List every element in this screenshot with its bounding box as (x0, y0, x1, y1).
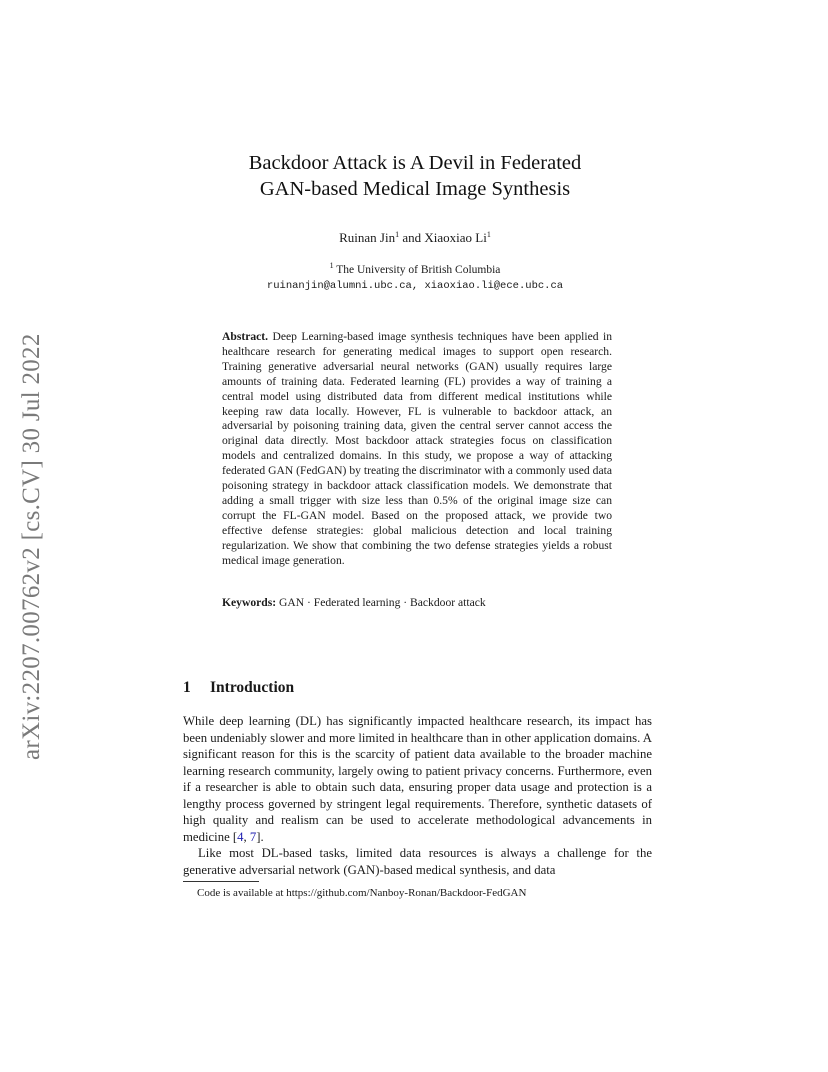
affiliation: The University of British Columbia (333, 264, 501, 276)
arxiv-identifier: arXiv:2207.00762v2 [cs.CV] 30 Jul 2022 (18, 333, 45, 760)
abstract (222, 330, 612, 569)
section-heading (183, 679, 294, 697)
author-list (150, 230, 680, 246)
title-line-2: GAN-based Medical Image Synthesis (259, 178, 571, 200)
author-emails: ruinanjin@alumni.ubc.ca, xiaoxiao.li@ece.ubc.ca (266, 280, 564, 292)
citation-separator: , (243, 829, 250, 844)
author-affil-mark: 1 (486, 230, 491, 239)
section-title: Introduction (210, 679, 295, 696)
paper-title (150, 150, 680, 202)
affiliation-block (150, 258, 680, 294)
title-line-1: Backdoor Attack is A Devil in Federated (248, 152, 582, 174)
citation-link[interactable]: 7 (249, 829, 257, 844)
keywords (222, 596, 622, 609)
keywords-label: Keywords: (222, 596, 277, 609)
body-text (183, 713, 652, 878)
author-separator: and (399, 230, 425, 245)
paragraph-text: While deep learning (DL) has significantly impacted healthcare research, its impact has been undeniably slower and more limited in healthcare than in other application domains. A significant reason for this is the scarcity of patient data available to the broader machine learning research community, largely owing to patient privacy concerns. Furthermore, even if a researcher is able to obtain such data, ensuring proper data usage and protection is a lengthy process governed by stringent legal requirements. Therefore, synthetic datasets of high quality and realism can be used to accelerate methodological advancements in medicine [ (183, 714, 652, 844)
keywords-text: GAN · Federated learning · Backdoor attack (276, 596, 486, 609)
paragraph: Like most DL-based tasks, limited data resources is always a challenge for the generative adversarial network (GAN)-based medical synthesis, and data (183, 846, 652, 877)
abstract-label: Abstract. (222, 330, 269, 343)
paragraph (183, 713, 652, 845)
author-name: Ruinan Jin (339, 230, 396, 245)
author-affil-mark: 1 (395, 230, 400, 239)
affil-mark: 1 (329, 261, 334, 270)
author-name: Xiaoxiao Li (424, 230, 487, 245)
abstract-text: Deep Learning-based image synthesis techniques have been applied in healthcare research for generating medical images to support open research. Training generative adversarial neural networks (GAN) usually requires large amounts of training data. Federated learning (FL) provides a way of training a central model using distributed data from different medical institutions while keeping raw data locally. However, FL is vulnerable to backdoor attack, an adversarial by poisoning training data, given the central server cannot access the original data directly. Most backdoor attack strategies focus on classification models and centralized domains. In this study, we propose a way of attacking federated GAN (FedGAN) by treating the discriminator with a commonly used data poisoning strategy in backdoor attack classification models. We demonstrate that adding a small trigger with size less than 0.5% of the original image size can corrupt the FL-GAN model. Based on the proposed attack, we provide two effective defense strategies: global malicious detection and local training regularization. We show that combining the two defense strategies yields a robust medical image generation. (222, 330, 612, 567)
section-number: 1 (183, 679, 191, 696)
paragraph-end: ]. (256, 829, 264, 844)
footnote-rule (183, 881, 259, 882)
footnote: Code is available at https://github.com/Nanboy-Ronan/Backdoor-FedGAN (197, 887, 527, 899)
citation-link[interactable]: 4 (237, 829, 244, 844)
